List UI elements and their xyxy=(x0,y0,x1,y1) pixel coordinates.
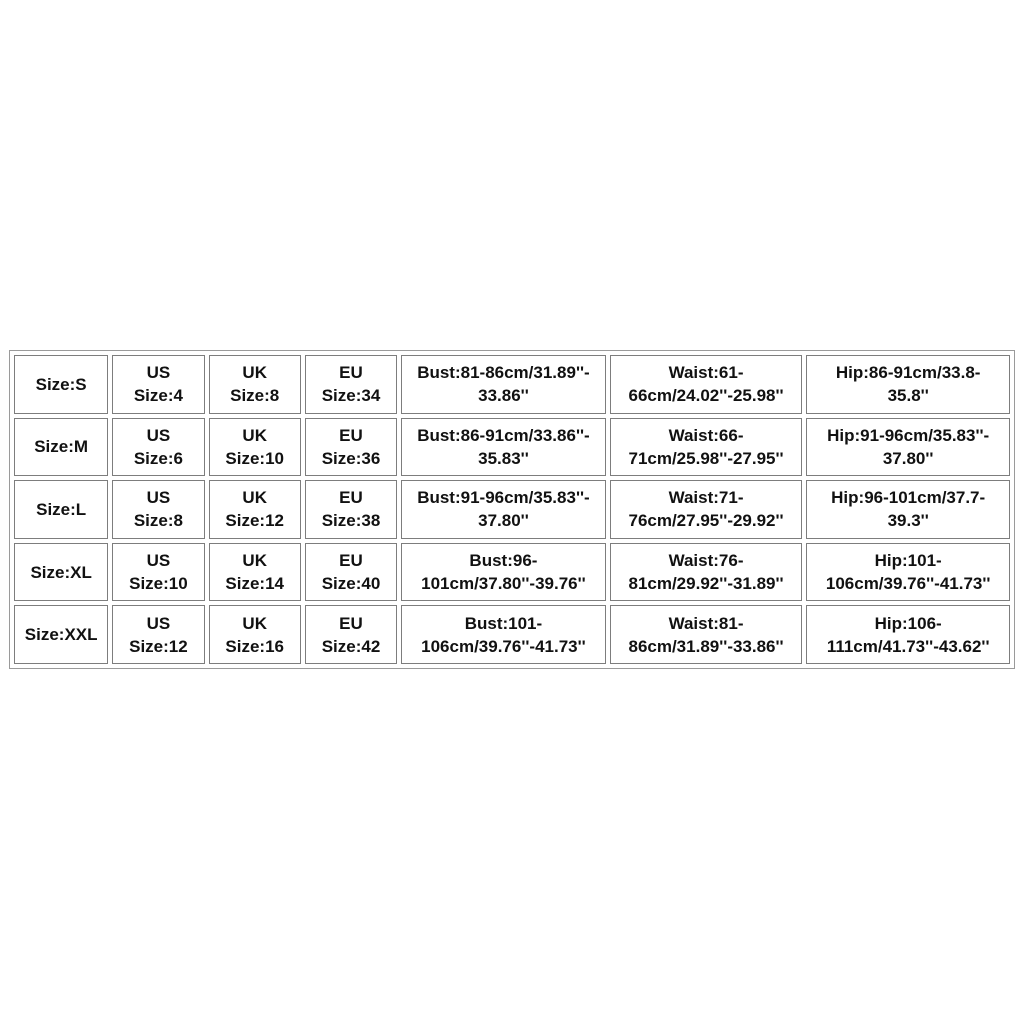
eu-size-line-2: Size:40 xyxy=(321,574,381,594)
waist-cell xyxy=(610,605,803,664)
size-label-cell xyxy=(14,480,108,539)
waist-cell xyxy=(610,418,803,477)
bust-line-1: Bust:91-96cm/35.83''- xyxy=(417,488,590,508)
hip-cell xyxy=(806,480,1010,539)
hip-line-1: Hip:106- xyxy=(874,613,942,633)
waist-line-1: Waist:66- xyxy=(668,425,744,445)
waist-cell xyxy=(610,543,803,602)
waist-line-2: 81cm/29.92''-31.89'' xyxy=(628,574,784,594)
size-row-l xyxy=(14,480,1010,539)
us-size-line-2: Size:4 xyxy=(133,386,183,406)
bust-line-2: 35.83'' xyxy=(478,448,529,468)
hip-line-2: 39.3'' xyxy=(887,511,929,531)
eu-size-line-1: EU xyxy=(339,551,363,571)
bust-line-2: 106cm/39.76''-41.73'' xyxy=(421,636,586,656)
hip-line-2: 35.8'' xyxy=(887,386,929,406)
size-row-m xyxy=(14,418,1010,477)
hip-cell xyxy=(806,418,1010,477)
eu-size-cell xyxy=(305,418,397,477)
hip-line-1: Hip:101- xyxy=(874,551,942,571)
size-label: Size:XL xyxy=(30,562,92,582)
bust-cell xyxy=(401,418,606,477)
waist-line-1: Waist:61- xyxy=(668,363,744,383)
size-label-cell xyxy=(14,355,108,414)
hip-line-2: 106cm/39.76''-41.73'' xyxy=(825,574,991,594)
us-size-line-1: US xyxy=(146,488,171,508)
us-size-line-1: US xyxy=(146,551,171,571)
us-size-cell xyxy=(112,480,204,539)
eu-size-line-1: EU xyxy=(339,425,363,445)
us-size-cell xyxy=(112,355,204,414)
size-label-cell xyxy=(14,605,108,664)
hip-cell xyxy=(806,355,1010,414)
uk-size-cell xyxy=(209,605,301,664)
size-row-xxl xyxy=(14,605,1010,664)
bust-cell xyxy=(401,543,606,602)
uk-size-cell xyxy=(209,543,301,602)
eu-size-line-2: Size:36 xyxy=(321,448,381,468)
uk-size-cell xyxy=(209,418,301,477)
hip-cell xyxy=(806,543,1010,602)
size-row-s xyxy=(14,355,1010,414)
size-label-cell xyxy=(14,418,108,477)
bust-cell xyxy=(401,480,606,539)
bust-line-2: 33.86'' xyxy=(478,386,529,406)
waist-line-2: 66cm/24.02''-25.98'' xyxy=(628,386,784,406)
eu-size-cell xyxy=(305,605,397,664)
waist-line-1: Waist:71- xyxy=(668,488,744,508)
hip-cell xyxy=(806,605,1010,664)
us-size-line-1: US xyxy=(146,613,171,633)
bust-line-2: 37.80'' xyxy=(478,511,529,531)
hip-line-1: Hip:96-101cm/37.7- xyxy=(831,488,986,508)
waist-cell xyxy=(610,355,803,414)
eu-size-line-2: Size:42 xyxy=(321,636,381,656)
us-size-cell xyxy=(112,605,204,664)
eu-size-cell xyxy=(305,355,397,414)
eu-size-line-1: EU xyxy=(339,488,363,508)
hip-line-1: Hip:86-91cm/33.8- xyxy=(835,363,981,383)
hip-line-2: 37.80'' xyxy=(882,448,934,468)
waist-line-2: 71cm/25.98''-27.95'' xyxy=(628,448,784,468)
us-size-line-2: Size:12 xyxy=(129,636,188,656)
bust-line-1: Bust:101- xyxy=(464,613,543,633)
waist-line-1: Waist:76- xyxy=(668,551,744,571)
uk-size-cell xyxy=(209,355,301,414)
size-label: Size:S xyxy=(35,374,87,394)
waist-cell xyxy=(610,480,803,539)
uk-size-line-1: UK xyxy=(242,363,267,383)
uk-size-line-2: Size:8 xyxy=(230,386,280,406)
size-row-xl xyxy=(14,543,1010,602)
uk-size-cell xyxy=(209,480,301,539)
size-label: Size:XXL xyxy=(24,625,98,645)
bust-line-1: Bust:81-86cm/31.89''- xyxy=(417,363,590,383)
size-label: Size:M xyxy=(34,437,89,457)
eu-size-cell xyxy=(305,543,397,602)
eu-size-line-1: EU xyxy=(339,613,363,633)
uk-size-line-1: UK xyxy=(242,425,267,445)
us-size-line-2: Size:8 xyxy=(133,511,183,531)
hip-line-2: 111cm/41.73''-43.62'' xyxy=(826,636,990,656)
eu-size-cell xyxy=(305,480,397,539)
size-label: Size:L xyxy=(36,499,87,519)
bust-line-1: Bust:96- xyxy=(469,551,538,571)
bust-line-2: 101cm/37.80''-39.76'' xyxy=(421,574,586,594)
us-size-line-2: Size:10 xyxy=(129,574,188,594)
waist-line-2: 76cm/27.95''-29.92'' xyxy=(628,511,784,531)
bust-cell xyxy=(401,605,606,664)
uk-size-line-2: Size:10 xyxy=(225,448,284,468)
us-size-cell xyxy=(112,418,204,477)
uk-size-line-1: UK xyxy=(242,551,267,571)
us-size-line-2: Size:6 xyxy=(133,448,183,468)
hip-line-1: Hip:91-96cm/35.83''- xyxy=(827,425,990,445)
uk-size-line-1: UK xyxy=(242,613,267,633)
uk-size-line-2: Size:16 xyxy=(225,636,284,656)
us-size-cell xyxy=(112,543,204,602)
eu-size-line-1: EU xyxy=(339,363,363,383)
eu-size-line-2: Size:34 xyxy=(321,386,381,406)
uk-size-line-1: UK xyxy=(242,488,267,508)
us-size-line-1: US xyxy=(146,425,171,445)
uk-size-line-2: Size:14 xyxy=(225,574,284,594)
size-label-cell xyxy=(14,543,108,602)
waist-line-2: 86cm/31.89''-33.86'' xyxy=(628,636,784,656)
waist-line-1: Waist:81- xyxy=(668,613,744,633)
bust-cell xyxy=(401,355,606,414)
uk-size-line-2: Size:12 xyxy=(225,511,284,531)
eu-size-line-2: Size:38 xyxy=(321,511,381,531)
size-chart-table xyxy=(9,350,1015,669)
bust-line-1: Bust:86-91cm/33.86''- xyxy=(417,425,590,445)
us-size-line-1: US xyxy=(146,363,171,383)
